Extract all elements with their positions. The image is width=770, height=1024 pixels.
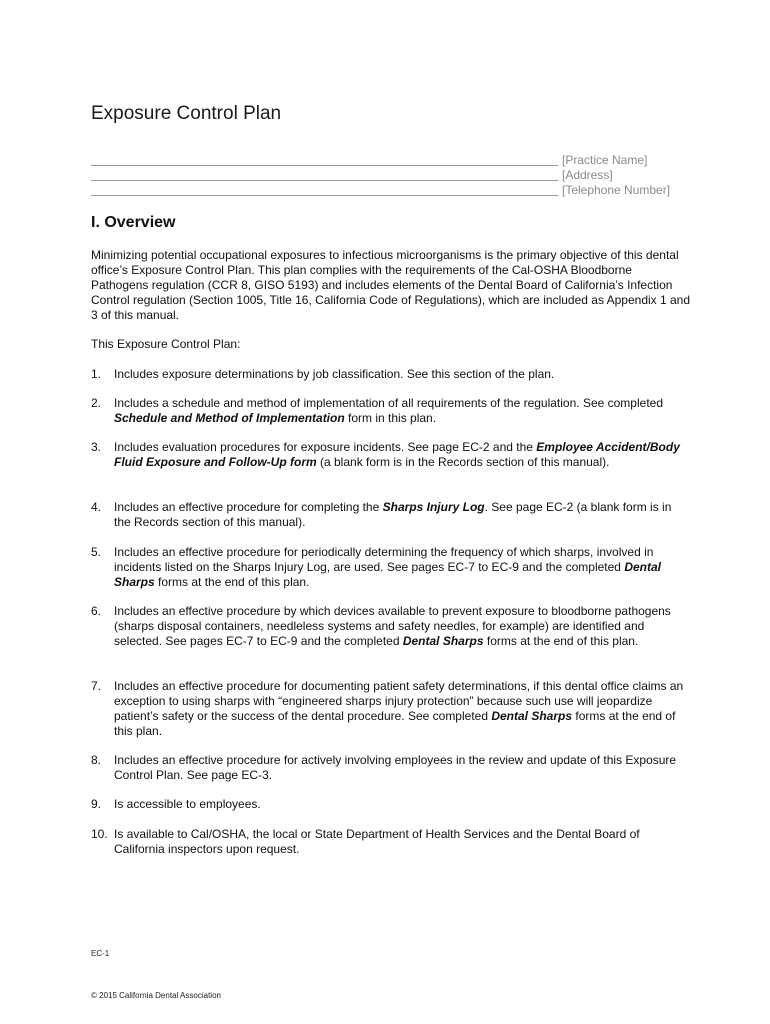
list-item: 5. Includes an effective procedure for periodically determining the frequency of which sharps, involved in incidents listed on the Sharps Injury Log, are used. See pages EC-7 to EC-9 and the completed Dental Sharps forms at the end of this plan. <box>91 545 661 589</box>
list-item: 4. Includes an effective procedure for completing the Sharps Injury Log. See page EC-2 (a blank form is in the Records section of this manual). <box>91 500 672 529</box>
list-item: 9. Is accessible to employees. <box>91 797 261 811</box>
section-heading: I. Overview <box>91 214 176 231</box>
practice-name-label: [Practice Name] <box>562 153 648 167</box>
list-item: 1. Includes exposure determinations by job classification. See this section of the plan. <box>91 367 555 381</box>
list-item: 2. Includes a schedule and method of implementation of all requirements of the regulation. See completed Schedule and Method of Implementation form in this plan. <box>91 396 663 425</box>
page-number: EC-1 <box>91 949 110 958</box>
telephone-field <box>91 183 691 199</box>
fill-in-line <box>91 165 558 166</box>
practice-name-field <box>91 153 691 169</box>
address-field <box>91 168 691 184</box>
address-label: [Address] <box>562 168 613 182</box>
intro-paragraph: Minimizing potential occupational exposures to infectious microorganisms is the primary objective of this dental office’s Exposure Control Plan. This plan complies with the requirements of the Cal-OSHA Bloodborne Pathogens regulation (CCR 8, GISO 5193) and includes elements of the Dental Board of California’s Infection Control regulation (Section 1005, Title 16, California Code of Regulations), which are included as Appendix 1 and 3 of this manual. <box>91 248 691 322</box>
list-item: 7. Includes an effective procedure for documenting patient safety determinations, if this dental office claims an exception to using sharps with “engineered sharps injury protection” because such use will jeopardize patient’s safety or the success of the dental procedure. See completed Dental Sharps forms at the end of this plan. <box>91 679 684 738</box>
list-intro: This Exposure Control Plan: <box>91 337 241 351</box>
list-item: 3. Includes evaluation procedures for exposure incidents. See page EC-2 and the Employee Accident/Body Fluid Exposure and Follow-Up form (a blank form is in the Records section of this manual). <box>91 440 680 469</box>
list-item: 10. Is available to Cal/OSHA, the local or State Department of Health Services and the Dental Board of California inspectors upon request. <box>91 827 640 856</box>
fill-in-line <box>91 195 558 196</box>
list-item: 6. Includes an effective procedure by which devices available to prevent exposure to bloodborne pathogens (sharps disposal containers, needleless systems and safety needles, for example) are identified and selected. See pages EC-7 to EC-9 and the completed Dental Sharps forms at the end of this plan. <box>91 604 671 648</box>
telephone-label: [Telephone Number] <box>562 183 671 197</box>
list-item: 8. Includes an effective procedure for actively involving employees in the review and update of this Exposure Control Plan. See page EC-3. <box>91 753 677 782</box>
page-title: Exposure Control Plan <box>91 103 282 124</box>
fill-in-line <box>91 180 558 181</box>
copyright-notice: © 2015 California Dental Association <box>91 991 221 1000</box>
